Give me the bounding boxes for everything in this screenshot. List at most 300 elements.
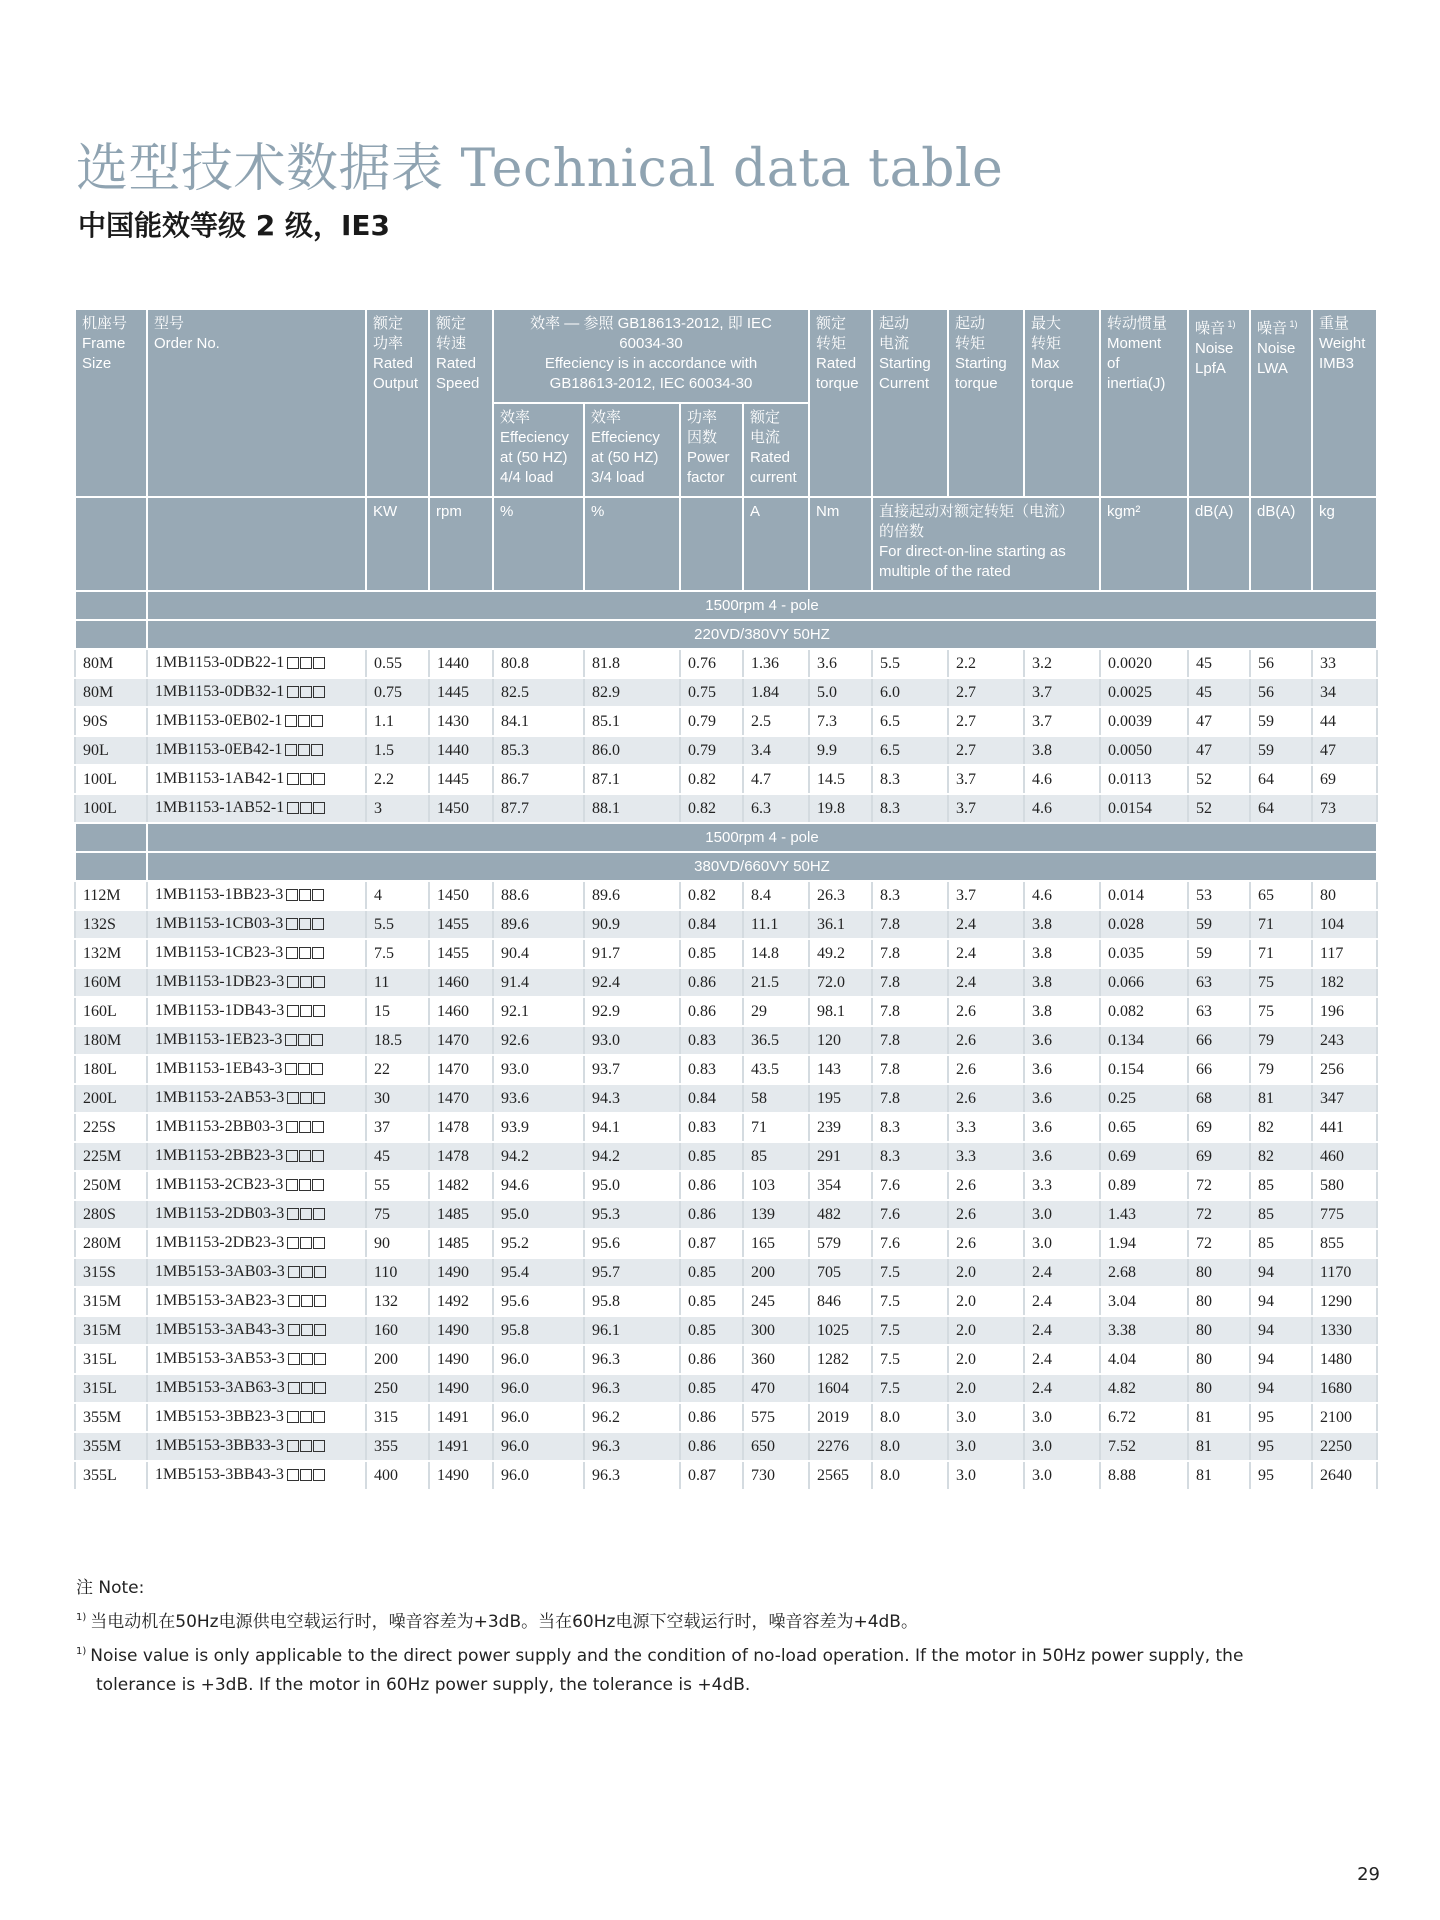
table-cell [1188,1084,1250,1113]
option-boxes-icon [286,946,325,964]
cell-value: 846 [817,1292,842,1310]
header-superscript: 1) [1225,319,1236,329]
table-cell [680,939,743,968]
cell-value: 1485 [437,1234,469,1252]
cell-value: 1MB5153-3AB23-3 [155,1291,285,1309]
cell-value: 7.8 [880,1089,901,1107]
cell-value: 1604 [817,1379,850,1397]
table-cell [680,1171,743,1200]
table-cell [1100,1345,1188,1374]
table-cell [1250,1229,1312,1258]
table-cell [1312,736,1377,765]
table-cell [493,1026,584,1055]
cell-value: 8.3 [880,1147,901,1165]
table-cell [75,968,147,997]
table-cell [1312,1374,1377,1403]
table-cell [75,1258,147,1287]
cell-value: 90.4 [501,944,529,962]
cell-value: 2.6 [956,1060,977,1078]
cell-value: 0.035 [1108,944,1145,962]
table-cell [75,1345,147,1374]
table-cell [743,939,809,968]
header-line: 机座号 [82,315,128,332]
table-cell [680,910,743,939]
cell-value: 79 [1258,1031,1275,1049]
cell-value: 1470 [437,1031,469,1049]
cell-value: 200 [751,1263,775,1281]
table-cell [872,1200,948,1229]
cell-value: 3.4 [751,741,771,759]
cell-value: 0.89 [1108,1176,1137,1194]
table-cell [1100,997,1188,1026]
cell-value: 7.5 [374,944,394,962]
table-cell [1100,678,1188,707]
cell-value: 66 [1196,1031,1213,1049]
cell-value: 482 [817,1205,842,1223]
cell-value: 2.4 [956,973,977,991]
table-cell [680,881,743,910]
cell-value: 2.0 [956,1379,977,1397]
table-cell [1100,1432,1188,1461]
table-cell [584,1287,680,1316]
table-row [75,1026,1377,1055]
table-cell [948,707,1024,736]
cell-value: 95 [1258,1437,1275,1455]
cell-value: 1170 [1320,1263,1352,1281]
table-cell [1188,939,1250,968]
table-cell [584,1142,680,1171]
cell-value: 8.0 [880,1466,901,1484]
table-cell [1312,1200,1377,1229]
cell-value: 0.83 [688,1060,716,1078]
cell-value: 29 [751,1002,767,1020]
table-cell [1312,1026,1377,1055]
cell-value: 5.5 [374,915,394,933]
table-cell [429,765,493,794]
table-cell [429,1258,493,1287]
cell-value: 1490 [437,1321,469,1339]
table-cell [429,968,493,997]
header-line: 功率 [373,335,404,352]
table-cell [1024,1258,1100,1287]
header-line: torque [816,375,859,392]
table-cell [1024,707,1100,736]
table-cell [147,1258,366,1287]
table-cell [147,1171,366,1200]
table-cell [872,1026,948,1055]
option-boxes-icon [288,1323,327,1341]
cell-value: 3.04 [1108,1292,1137,1310]
cell-value: 7.6 [880,1205,901,1223]
table-cell [493,1374,584,1403]
cell-value: 1492 [437,1292,469,1310]
cell-value: 37 [374,1118,390,1136]
cell-value: 280S [83,1205,116,1223]
cell-value: 1478 [437,1118,469,1136]
table-cell [493,1113,584,1142]
header-line: Weight [1319,335,1366,352]
table-cell [809,910,872,939]
header-rated-current [743,403,809,497]
table-cell [1250,1345,1312,1374]
table-cell [584,1403,680,1432]
cell-value: 2.4 [956,944,977,962]
table-cell [429,1345,493,1374]
cell-value: 2.6 [956,1089,977,1107]
header-line: 电流 [879,335,910,352]
cell-value: 0.014 [1108,886,1145,904]
table-cell [1250,678,1312,707]
table-cell [366,881,429,910]
header-line: 噪音 $^{1)}$ [1195,319,1236,337]
table-cell [872,1113,948,1142]
table-cell [809,1229,872,1258]
cell-value: 8.4 [751,886,771,904]
cell-value: 90S [83,712,108,730]
table-cell [680,1345,743,1374]
table-cell [743,1432,809,1461]
cell-value: 93.0 [501,1060,529,1078]
cell-value: 7.8 [880,915,901,933]
cell-value: 0.79 [688,712,716,730]
table-cell [75,997,147,1026]
cell-value: 14.5 [817,770,846,788]
table-cell [75,678,147,707]
table-cell [75,1142,147,1171]
cell-value: 86.0 [592,741,620,759]
header-max-torque [1024,309,1100,497]
table-cell [948,881,1024,910]
table-cell [366,678,429,707]
cell-value: 6.3 [751,799,771,817]
cell-value: 1MB1153-2BB03-3 [155,1117,284,1135]
cell-value: 89.6 [592,886,620,904]
cell-value: 68 [1196,1089,1213,1107]
cell-value: 3.8 [1032,741,1053,759]
table-cell [493,968,584,997]
table-cell [872,1287,948,1316]
table-cell [1100,1142,1188,1171]
table-cell [1250,1084,1312,1113]
table-cell [948,1287,1024,1316]
note-marker: 1) [76,1612,87,1623]
table-cell [743,1461,809,1490]
page-title: 选型技术数据表 Technical data table [76,139,1004,199]
table-cell [743,765,809,794]
table-cell [743,707,809,736]
cell-value: 94.3 [592,1089,620,1107]
table-cell [147,736,366,765]
unit-blank-1 [75,497,147,591]
cell-value: 256 [1320,1060,1345,1078]
cell-value: 4.82 [1108,1379,1137,1397]
cell-value: 86.7 [501,770,529,788]
table-cell [948,1374,1024,1403]
option-boxes-icon [287,1004,326,1022]
cell-value: 400 [374,1466,398,1484]
header-line: 电流 [750,429,781,446]
table-cell [1312,910,1377,939]
cell-value: 355M [83,1437,122,1455]
table-cell [75,1374,147,1403]
cell-value: 250M [83,1176,122,1194]
cell-value: 36.1 [817,915,846,933]
cell-value: 56 [1258,654,1275,672]
cell-value: 3.6 [1032,1147,1053,1165]
cell-value: 1MB5153-3BB33-3 [155,1436,284,1454]
cell-value: 3.7 [956,770,977,788]
table-cell [147,1200,366,1229]
cell-value: 3.8 [1032,1002,1053,1020]
cell-value: 7.52 [1108,1437,1137,1455]
table-cell [1100,1171,1188,1200]
cell-value: 132S [83,915,116,933]
table-cell [743,1374,809,1403]
table-cell [147,1026,366,1055]
cell-value: 4.6 [1032,770,1053,788]
table-cell [429,1432,493,1461]
table-cell [872,1374,948,1403]
header-line: Max [1031,355,1060,372]
table-cell [1024,1084,1100,1113]
header-moment-inertia [1100,309,1188,497]
cell-value: 730 [751,1466,775,1484]
cell-value: 2.0 [956,1292,977,1310]
cell-value: 94 [1258,1379,1275,1397]
table-cell [366,794,429,823]
cell-value: 0.85 [688,1292,716,1310]
table-cell [743,1258,809,1287]
header-line: of [1107,355,1120,372]
table-cell [75,1026,147,1055]
cell-value: 1MB1153-1EB23-3 [155,1030,283,1048]
cell-value: 1MB1153-1BB23-3 [155,885,284,903]
cell-value: 315 [374,1408,398,1426]
cell-value: 95.0 [592,1176,620,1194]
cell-value: 7.5 [880,1350,901,1368]
header-eff-full-load [493,403,584,497]
cell-value: 81 [1196,1466,1213,1484]
cell-value: 3.0 [1032,1466,1053,1484]
cell-value: 1MB1153-0DB32-1 [155,682,285,700]
cell-value: 0.65 [1108,1118,1137,1136]
cell-value: 3.7 [1032,712,1053,730]
table-row [75,707,1377,736]
table-cell [809,1287,872,1316]
cell-value: 21.5 [751,973,779,991]
table-cell [1250,881,1312,910]
cell-value: 1282 [817,1350,850,1368]
option-boxes-icon [287,1439,326,1457]
table-cell [1100,1403,1188,1432]
table-cell [680,794,743,823]
cell-value: 0.0050 [1108,741,1153,759]
header-line: 起动 [879,315,910,332]
table-cell [1250,1200,1312,1229]
table-cell [1024,939,1100,968]
table-cell [147,1403,366,1432]
table-cell [1100,1461,1188,1490]
table-row [75,1055,1377,1084]
cell-value: 94.1 [592,1118,620,1136]
section-rows-2 [75,881,1377,1490]
cell-value: 196 [1320,1002,1345,1020]
table-cell [948,939,1024,968]
table-cell [429,910,493,939]
cell-value: 65 [1258,886,1275,904]
table-cell [1188,707,1250,736]
cell-value: 2.6 [956,1205,977,1223]
cell-value: 80.8 [501,654,529,672]
table-cell [584,939,680,968]
cell-value: 92.4 [592,973,620,991]
notes [76,1574,1376,1700]
cell-value: 103 [751,1176,775,1194]
header-line: 效率 [500,409,531,426]
option-boxes-icon [288,1294,327,1312]
table-cell [584,1171,680,1200]
header-line: 额定 [436,315,467,332]
table-cell [809,1461,872,1490]
cell-value: 2250 [1320,1437,1353,1455]
table-cell [1100,939,1188,968]
header-line: 转矩 [816,335,847,352]
table-cell [809,1142,872,1171]
table-cell [809,1345,872,1374]
cell-value: 245 [751,1292,775,1310]
cell-value: 47 [1196,712,1213,730]
table-row [75,881,1377,910]
cell-value: 315L [83,1350,117,1368]
table-row [75,736,1377,765]
cell-value: 73 [1320,799,1337,817]
cell-value: 8.3 [880,1118,901,1136]
table-cell [872,1171,948,1200]
table-cell [1100,1229,1188,1258]
table-cell [1250,1316,1312,1345]
table-header [75,309,1377,591]
cell-value: 0.76 [688,654,716,672]
cell-value: 52 [1196,770,1213,788]
table-cell [429,1403,493,1432]
table-cell [429,1316,493,1345]
cell-value: 87.7 [501,799,529,817]
cell-value: 1MB1153-0DB22-1 [155,653,285,671]
cell-value: 1480 [1320,1350,1353,1368]
header-line: Noise [1257,340,1296,357]
cell-value: 7.3 [817,712,838,730]
table-cell [743,678,809,707]
table-cell [493,1461,584,1490]
cell-value: 0.85 [688,944,716,962]
cell-value: 3.7 [1032,683,1053,701]
cell-value: 7.5 [880,1379,901,1397]
table-cell [1188,1374,1250,1403]
table-cell [743,997,809,1026]
header-line: Size [82,355,112,372]
cell-value: 1491 [437,1437,469,1455]
cell-value: 315M [83,1321,122,1339]
table-row [75,1287,1377,1316]
cell-value: 69 [1320,770,1337,788]
cell-value: 3.7 [956,799,977,817]
cell-value: 47 [1196,741,1213,759]
cell-value: 1440 [437,741,469,759]
unit-moment-inertia: kgm² [1100,497,1188,591]
table-cell [147,1287,366,1316]
cell-value: 3.0 [1032,1234,1053,1252]
table-cell [809,1026,872,1055]
table-cell [584,1345,680,1374]
cell-value: 7.8 [880,1002,901,1020]
table-cell [1100,881,1188,910]
table-cell [948,678,1024,707]
table-cell [809,678,872,707]
table-cell [493,997,584,1026]
cell-value: 90.9 [592,915,620,933]
cell-value: 1491 [437,1408,469,1426]
header-line: Effeciency [591,429,660,446]
cell-value: 49.2 [817,944,846,962]
table-cell [743,1142,809,1171]
table-cell [1312,765,1377,794]
table-cell [680,1200,743,1229]
cell-value: 85.3 [501,741,529,759]
table-cell [584,707,680,736]
cell-value: 100L [83,799,117,817]
cell-value: 85 [1258,1176,1275,1194]
cell-value: 47 [1320,741,1337,759]
table-cell [366,910,429,939]
cell-value: 36.5 [751,1031,779,1049]
cell-value: 3.6 [1032,1031,1053,1049]
table-cell [1100,765,1188,794]
cell-value: 45 [374,1147,390,1165]
table-cell [1024,1229,1100,1258]
cell-value: 91.4 [501,973,529,991]
option-boxes-icon [286,888,325,906]
table-cell [366,1461,429,1490]
cell-value: 22 [374,1060,390,1078]
table-cell [1188,997,1250,1026]
table-cell [429,1461,493,1490]
table-cell [429,1055,493,1084]
pole-label: 1500rpm 4 - pole [147,823,1377,852]
cell-value: 104 [1320,915,1345,933]
header-line: For direct-on-line starting as [879,543,1066,560]
notes-heading: 注 Note: [76,1578,145,1598]
table-cell [429,736,493,765]
cell-value: 82 [1258,1147,1275,1165]
note-cn-text: 当电动机在50Hz电源供电空载运行时，噪音容差为+3dB。当在60Hz电源下空载运行时，噪音容差为+4dB。 [90,1612,918,1632]
table-cell [1250,1142,1312,1171]
cell-value: 8.3 [880,799,901,817]
cell-value: 775 [1320,1205,1345,1223]
cell-value: 1MB1153-2DB03-3 [155,1204,285,1222]
table-cell [147,881,366,910]
cell-value: 92.6 [501,1031,529,1049]
cell-value: 2.2 [374,770,394,788]
table-row [75,939,1377,968]
table-cell [493,910,584,939]
header-line: 额定 [750,409,781,426]
cell-value: 94.2 [592,1147,620,1165]
cell-value: 8.0 [880,1408,901,1426]
cell-value: 1MB5153-3BB43-3 [155,1465,284,1483]
table-cell [366,1287,429,1316]
cell-value: 82.5 [501,683,529,701]
option-boxes-icon [285,1062,324,1080]
